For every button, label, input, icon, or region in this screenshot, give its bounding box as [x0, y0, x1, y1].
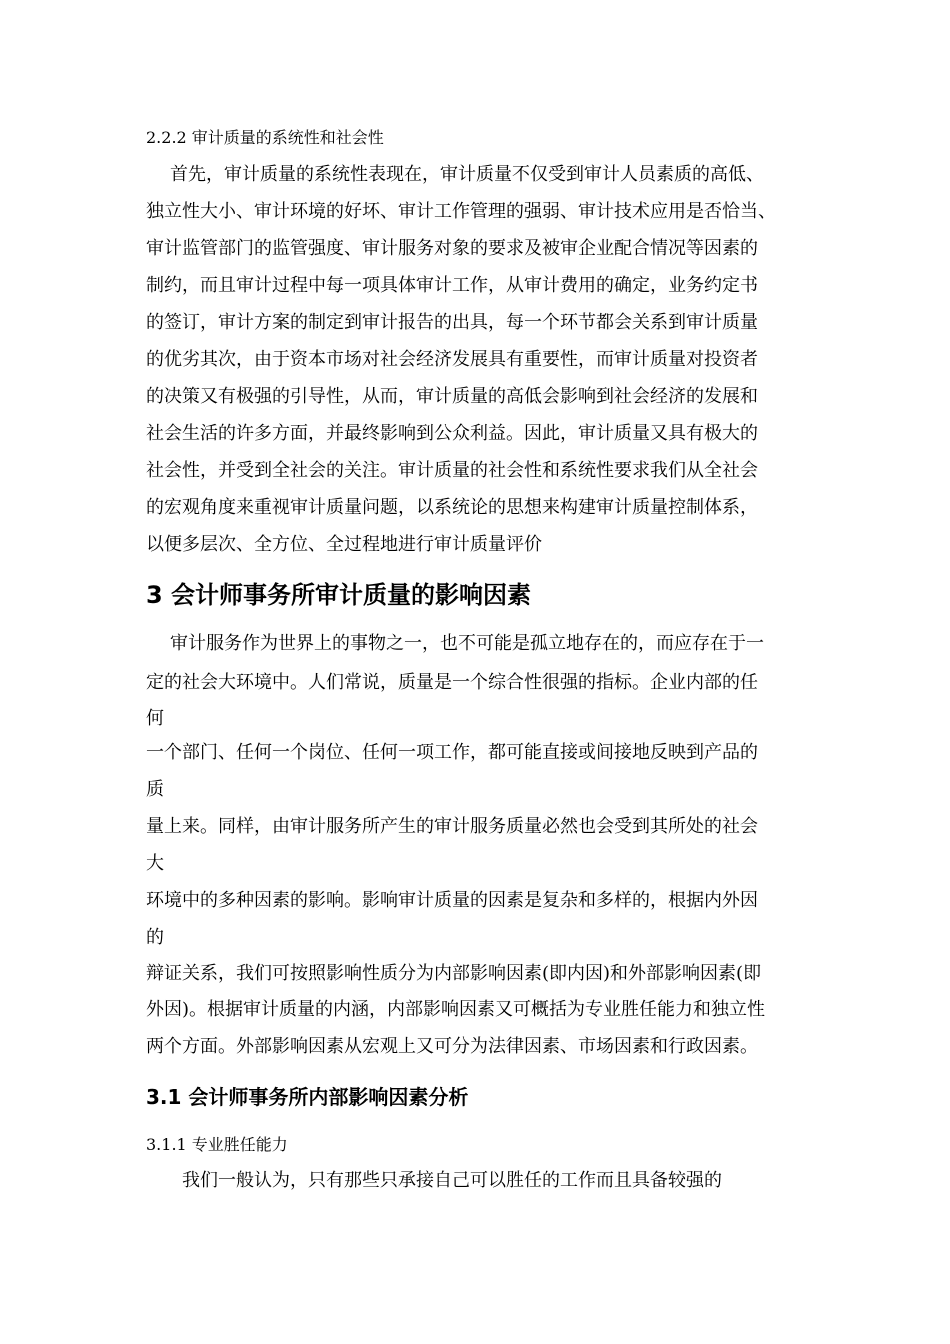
section-3-1-1-heading: 3.1.1 专业胜任能力 — [146, 1135, 288, 1154]
section-2-2-2-heading: 2.2.2 审计质量的系统性和社会性 — [146, 128, 384, 147]
paragraph-line: 的签订，审计方案的制定到审计报告的出具，每一个环节都会关系到审计质量 — [146, 312, 758, 333]
paragraph-line: 审计服务作为世界上的事物之一，也不可能是孤立地存在的，而应存在于一 — [170, 633, 764, 654]
paragraph-line: 的决策又有极强的引导性，从而，审计质量的高低会影响到社会经济的发展和 — [146, 386, 758, 407]
paragraph-line: 大 — [146, 853, 164, 874]
paragraph-line: 首先，审计质量的系统性表现在，审计质量不仅受到审计人员素质的高低、 — [170, 164, 764, 185]
paragraph-line: 环境中的多种因素的影响。影响审计质量的因素是复杂和多样的，根据内外因 — [146, 890, 758, 911]
paragraph-line: 辩证关系，我们可按照影响性质分为内部影响因素(即内因)和外部影响因素(即 — [146, 963, 762, 984]
paragraph-line: 社会生活的许多方面，并最终影响到公众利益。因此，审计质量又具有极大的 — [146, 423, 758, 444]
paragraph-line: 量上来。同样，由审计服务所产生的审计服务质量必然也会受到其所处的社会 — [146, 816, 758, 837]
section-3-1-heading: 3.1 会计师事务所内部影响因素分析 — [146, 1085, 469, 1109]
paragraph-line: 外因)。根据审计质量的内涵，内部影响因素又可概括为专业胜任能力和独立性 — [146, 999, 766, 1020]
paragraph-line: 两个方面。外部影响因素从宏观上又可分为法律因素、市场因素和行政因素。 — [146, 1036, 758, 1057]
paragraph-line: 我们一般认为，只有那些只承接自己可以胜任的工作而且具备较强的 — [182, 1170, 722, 1191]
paragraph-line: 质 — [146, 779, 164, 800]
paragraph-line: 社会性，并受到全社会的关注。审计质量的社会性和系统性要求我们从全社会 — [146, 460, 758, 481]
section-3-heading: 3 会计师事务所审计质量的影响因素 — [146, 581, 532, 609]
paragraph-line: 的优劣其次，由于资本市场对社会经济发展具有重要性，而审计质量对投资者 — [146, 349, 758, 370]
paragraph-line: 的 — [146, 927, 164, 948]
paragraph-line: 何 — [146, 708, 164, 729]
paragraph-line: 以便多层次、全方位、全过程地进行审计质量评价 — [146, 534, 542, 555]
paragraph-line: 制约，而且审计过程中每一项具体审计工作，从审计费用的确定，业务约定书 — [146, 275, 758, 296]
paragraph-line: 审计监管部门的监管强度、审计服务对象的要求及被审企业配合情况等因素的 — [146, 238, 758, 259]
paragraph-line: 一个部门、任何一个岗位、任何一项工作，都可能直接或间接地反映到产品的 — [146, 742, 758, 763]
paragraph-line: 定的社会大环境中。人们常说，质量是一个综合性很强的指标。企业内部的任 — [146, 672, 758, 693]
paragraph-line: 的宏观角度来重视审计质量问题，以系统论的思想来构建审计质量控制体系， — [146, 497, 758, 518]
paragraph-line: 独立性大小、审计环境的好坏、审计工作管理的强弱、审计技术应用是否恰当、 — [146, 201, 776, 222]
